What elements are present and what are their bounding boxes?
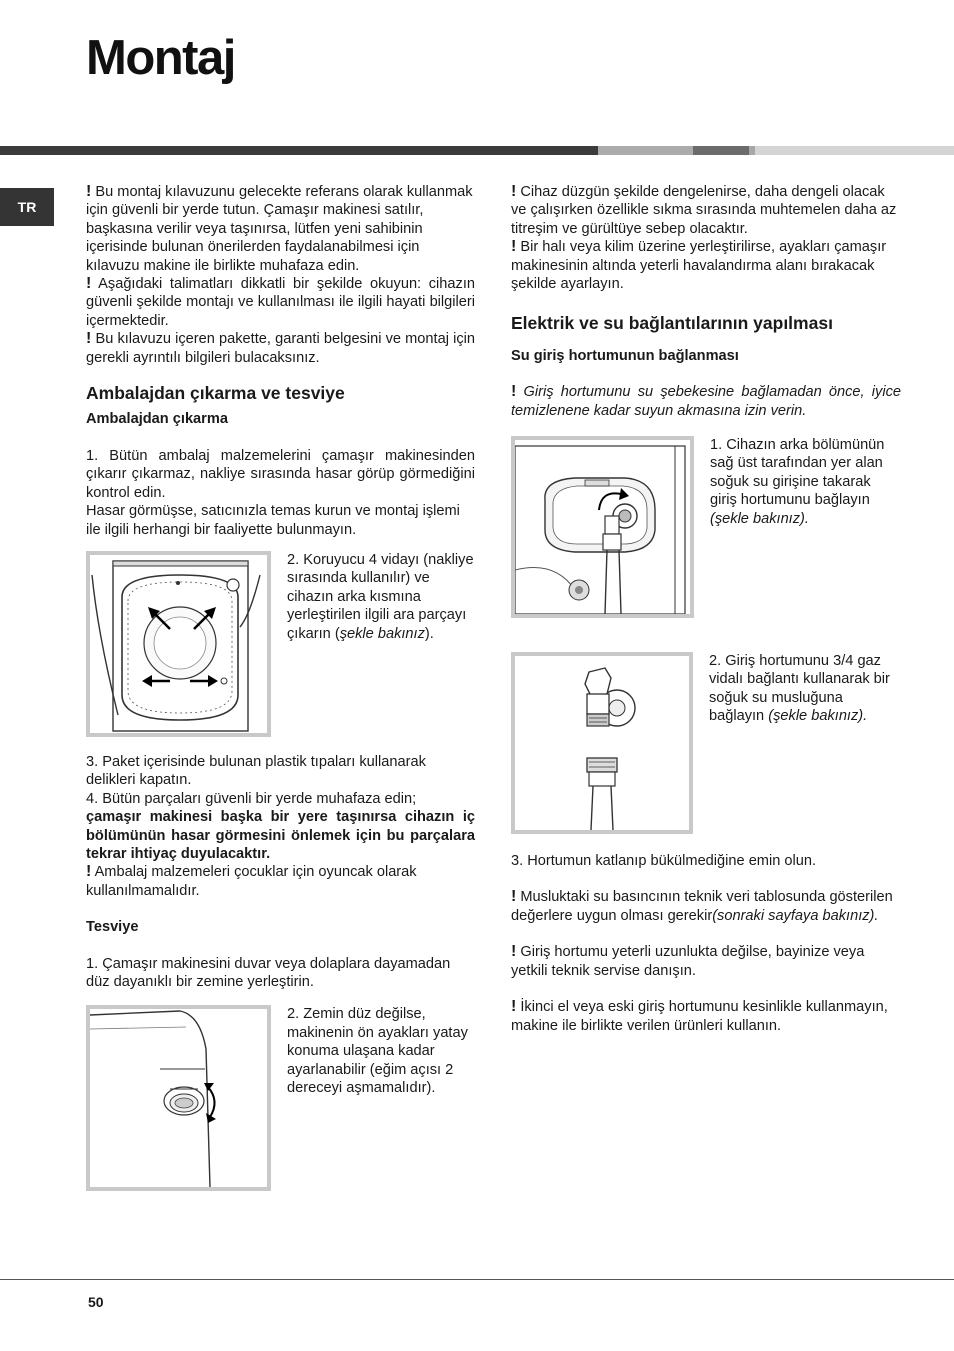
length-warning — [511, 943, 901, 980]
foot-adjust-illustration — [90, 1009, 267, 1187]
figure-caption: 2. Zemin düz değilse, makinenin ön ayakları yatay konuma ulaşana kadar ayarlanabilir (eğim açısı 2 dereceyi aşmamalıdır). — [287, 1006, 468, 1096]
intro-paragraph — [86, 330, 475, 367]
header-divider-dark — [0, 146, 598, 155]
warning-text: Musluktaki su basıncının teknik veri tablosunda gösterilen değerlere uygun olması gerekir — [511, 889, 893, 924]
warning-mark: ! — [86, 183, 92, 200]
section-heading: Elektrik ve su bağlantılarının yapılması — [511, 313, 833, 334]
intro-paragraph — [511, 183, 901, 238]
unpack-step-1: 1. Bütün ambalaj malzemelerini çamaşır makinesinden çıkarır çıkarmaz, nakliye sırasında hasar görüp görmediğini kontrol edin. — [86, 447, 475, 501]
unpack-step-1-note: Hasar görmüşse, satıcınızla temas kurun ve montaj işlemi ile ilgili herhangi bir faaliyette bulunmayın. — [86, 503, 460, 538]
caption-text: 2. Giriş hortumunu 3/4 gaz vidalı bağlantı kullanarak bir soğuk su musluğuna bağlayın — [709, 653, 890, 725]
pressure-warning — [511, 888, 901, 925]
warning-mark: ! — [511, 183, 517, 200]
caption-italic: (şekle bakınız). — [768, 708, 868, 725]
page-title: Montaj — [86, 31, 235, 85]
footer-divider — [0, 1279, 954, 1280]
unpack-step-4-bold: çamaşır makinesi başka bir yere taşınırsa cihazın iç bölümünün hasar görmesini önlemek için bu parçalara tekrar ihtiyaç duyulacaktır. — [86, 809, 475, 862]
warning-mark: ! — [86, 330, 92, 348]
rear-panel-figure — [86, 551, 271, 737]
tap-connection-figure — [511, 652, 693, 834]
intro-paragraph — [86, 275, 475, 330]
warning-mark: ! — [511, 238, 517, 256]
intro-text: Bir halı veya kilim üzerine yerleştirilirse, ayakları çamaşır makinesinin altında yeterli havalandırma alanı bırakacak şekilde ayarlayın. — [511, 239, 887, 293]
figure-row — [511, 436, 901, 618]
used-hose-warning — [511, 998, 901, 1035]
unpack-step-3: 3. Paket içerisinde bulunan plastik tıpaları kullanarak delikleri kapatın. — [86, 753, 426, 789]
warning-mark: ! — [511, 888, 517, 906]
intro-text: Aşağıdaki talimatları dikkatli bir şekilde okuyun: cihazın güvenli şekilde montajı ve kullanılması ile ilgili hayati bilgileri içermektedir. — [86, 276, 475, 329]
header-divider-segment — [598, 146, 693, 155]
warning-text: Giriş hortumunu su şebekesine bağlamadan önce, iyice temizlenene kadar suyun akmasına izin verin. — [511, 384, 901, 419]
caption-text: 2. Koruyucu 4 vidayı (nakliye sırasında kullanılır) ve cihazın arka kısmına yerleştirilen ilgili ara parçayı çıkarın ( — [287, 551, 474, 642]
figure-caption — [709, 652, 901, 834]
intro-paragraph — [511, 238, 901, 293]
subsection-heading: Ambalajdan çıkarma — [86, 411, 228, 428]
hose-warning — [511, 383, 901, 420]
unpack-warning — [86, 863, 475, 900]
warning-text: Ambalaj malzemeleri çocuklar için oyuncak olarak kullanılmamalıdır. — [86, 864, 417, 899]
figure-row — [511, 652, 901, 834]
subsection-heading: Tesviye — [86, 919, 139, 936]
left-column — [86, 183, 475, 1191]
subsection-heading: Su giriş hortumunun bağlanması — [511, 347, 739, 364]
intro-paragraph — [86, 183, 475, 275]
warning-mark: ! — [86, 863, 92, 881]
foot-adjust-figure — [86, 1005, 271, 1191]
level-step-1: 1. Çamaşır makinesini duvar veya dolaplara dayamadan düz dayanıklı bir zemine yerleştirin. — [86, 955, 451, 990]
figure-caption — [710, 436, 901, 618]
intro-text: Bu montaj kılavuzunu gelecekte referans olarak kullanmak için güvenli bir yerde tutun. Çamaşır makinesi satılır, başkasına verilir veya taşınırsa, lütfen yeni sahibinin içerisinde bulunan önerilerden faydalanabilmesi için kılavuzu makine ile birlikte muhafaza edin. — [86, 184, 473, 274]
header-divider-segment — [693, 146, 749, 155]
warning-text: Giriş hortumu yeterli uzunlukta değilse, bayinize veya yetkili teknik servise danışın. — [511, 944, 865, 979]
page-number: 50 — [88, 1294, 104, 1310]
header-divider-light — [755, 146, 954, 155]
right-column — [511, 183, 901, 1035]
tap-connection-illustration — [515, 656, 689, 830]
warning-mark: ! — [86, 275, 92, 293]
inlet-connection-illustration — [515, 440, 690, 614]
caption-text: ). — [424, 625, 434, 642]
caption-text: 1. Cihazın arka bölümünün sağ üst tarafından yer alan soğuk su girişine takarak giriş hortumunu bağlayın — [710, 437, 885, 509]
caption-italic: şekle bakınız — [339, 625, 425, 642]
rear-panel-illustration — [90, 555, 267, 733]
intro-text: Cihaz düzgün şekilde dengelenirse, daha dengeli olacak ve çalışırken özellikle sıkma sırasında muhtemelen daha az titreşim ve gürültüye sebep olacaktır. — [511, 184, 897, 237]
warning-text: İkinci el veya eski giriş hortumunu kesinlikle kullanmayın, makine ile birlikte verilen ürünleri kullanın. — [511, 999, 888, 1034]
figure-row — [86, 1005, 475, 1191]
section-heading: Ambalajdan çıkarma ve tesviye — [86, 383, 345, 404]
warning-mark: ! — [511, 943, 517, 961]
figure-row — [86, 551, 475, 737]
inlet-connection-figure — [511, 436, 694, 618]
unpack-step-4: 4. Bütün parçaları güvenli bir yerde muhafaza edin; — [86, 790, 417, 807]
figure-caption — [287, 551, 475, 737]
warning-italic: (sonraki sayfaya bakınız). — [712, 907, 879, 924]
warning-mark: ! — [511, 383, 517, 401]
intro-text: Bu kılavuzu içeren pakette, garanti belgesini ve montaj için gerekli ayrıntılı bilgileri bulacaksınız. — [86, 331, 475, 366]
caption-italic: (şekle bakınız). — [710, 510, 809, 527]
warning-mark: ! — [511, 998, 517, 1016]
language-tab: TR — [0, 188, 54, 226]
hose-step-3: 3. Hortumun katlanıp bükülmediğine emin olun. — [511, 853, 817, 870]
